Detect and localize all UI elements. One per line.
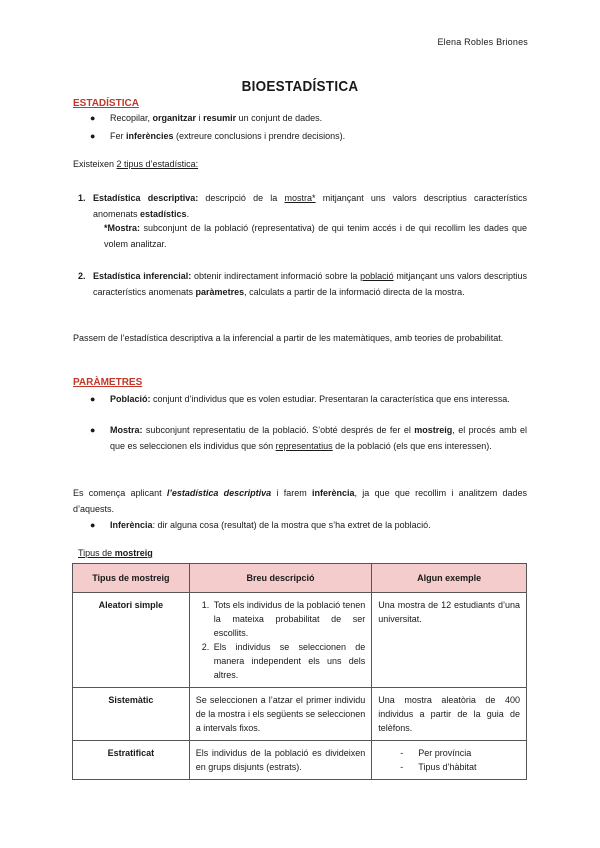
bullet-icon: ● xyxy=(90,520,96,530)
table-cell: Aleatori simple xyxy=(73,593,190,688)
table-cell xyxy=(189,593,372,688)
list-item: - Tipus d’hàbitat xyxy=(378,760,520,774)
paragraph: Es comença aplicant l’estadística descriptiva i farem inferència, ja que que recollim i analitzem dades d’aquests. xyxy=(73,488,527,514)
table-cell: Sistemàtic xyxy=(73,688,190,741)
table-cell: Estratificat xyxy=(73,741,190,780)
section-heading-estadistica: ESTADÍSTICA xyxy=(73,98,139,109)
paragraph: Passem de l’estadística descriptiva a la inferencial a partir de les matemàtiques, amb teories de probabilitat. xyxy=(73,333,504,343)
list-item-inferencial: Estadística inferencial: obtenir indirectament informació sobre la població mitjançant uns valors descriptius característics anomenats paràmetres, calculats a partir de la informació directa de la mostra. xyxy=(93,271,527,297)
table-cell: Els individus de la població es divideixen en grups disjunts (estrats). xyxy=(189,741,372,780)
bullet-icon: ● xyxy=(90,425,96,435)
list-number: 1. xyxy=(78,193,86,203)
mostra-note: *Mostra: subconjunt de la població (representativa) de qui tenim accés i de qui recollim les dades que volem analitzar. xyxy=(104,223,527,249)
list-item: 2. Els individus se seleccionen de manera independent els uns dels altres. xyxy=(212,640,366,682)
list-item-inferencia: Inferència: dir alguna cosa (resultat) de la mostra que s’ha extret de la població. xyxy=(110,520,431,530)
table-cell: Una mostra aleatòria de 400 individus a partir de la guia de telèfons. xyxy=(372,688,527,741)
table-header: Tipus de mostreig xyxy=(73,564,190,593)
table-header: Breu descripció xyxy=(189,564,372,593)
table-header-row xyxy=(73,564,527,593)
table-cell: Una mostra de 12 estudiants d’una universitat. xyxy=(372,593,527,688)
list-item-descriptiva: Estadística descriptiva: descripció de la mostra* mitjançant uns valors descriptius característics anomenats estadístics. xyxy=(93,193,527,219)
bullet-icon: ● xyxy=(90,394,96,404)
table-header: Algun exemple xyxy=(372,564,527,593)
page-title: BIOESTADÍSTICA xyxy=(241,78,359,95)
mostreig-table xyxy=(72,563,527,780)
table-caption: Tipus de mostreig xyxy=(78,548,153,558)
table-row xyxy=(73,741,527,780)
author-name: Elena Robles Briones xyxy=(437,37,528,47)
list-number: 2. xyxy=(78,271,86,281)
list-item-mostra: Mostra: subconjunt representatiu de la població. S’obté després de fer el mostreig, el procés amb el que es seleccionen els individus que són representatius de la població (els que ens interessen). xyxy=(110,425,527,451)
tipus-intro: Existeixen 2 tipus d’estadística: xyxy=(73,159,199,169)
table-row xyxy=(73,688,527,741)
list-item: - Per província xyxy=(378,746,520,760)
bullet-icon: ● xyxy=(90,131,96,141)
list-item: 1. Tots els individus de la població tenen la mateixa probabilitat de ser escollits. xyxy=(212,598,366,640)
table-cell xyxy=(372,741,527,780)
list-item: Fer inferències (extreure conclusions i prendre decisions). xyxy=(110,131,346,141)
bullet-icon: ● xyxy=(90,113,96,123)
table-cell: Se seleccionen a l’atzar el primer individu de la mostra i els següents se seleccionen a intervals fixos. xyxy=(189,688,372,741)
section-heading-parametres: PARÀMETRES xyxy=(73,377,143,388)
list-item-poblacio: Població: conjunt d’individus que es volen estudiar. Presentaran la característica que ens interessa. xyxy=(110,394,510,404)
list-item: Recopilar, organitzar i resumir un conjunt de dades. xyxy=(110,113,323,123)
table-row xyxy=(73,593,527,688)
